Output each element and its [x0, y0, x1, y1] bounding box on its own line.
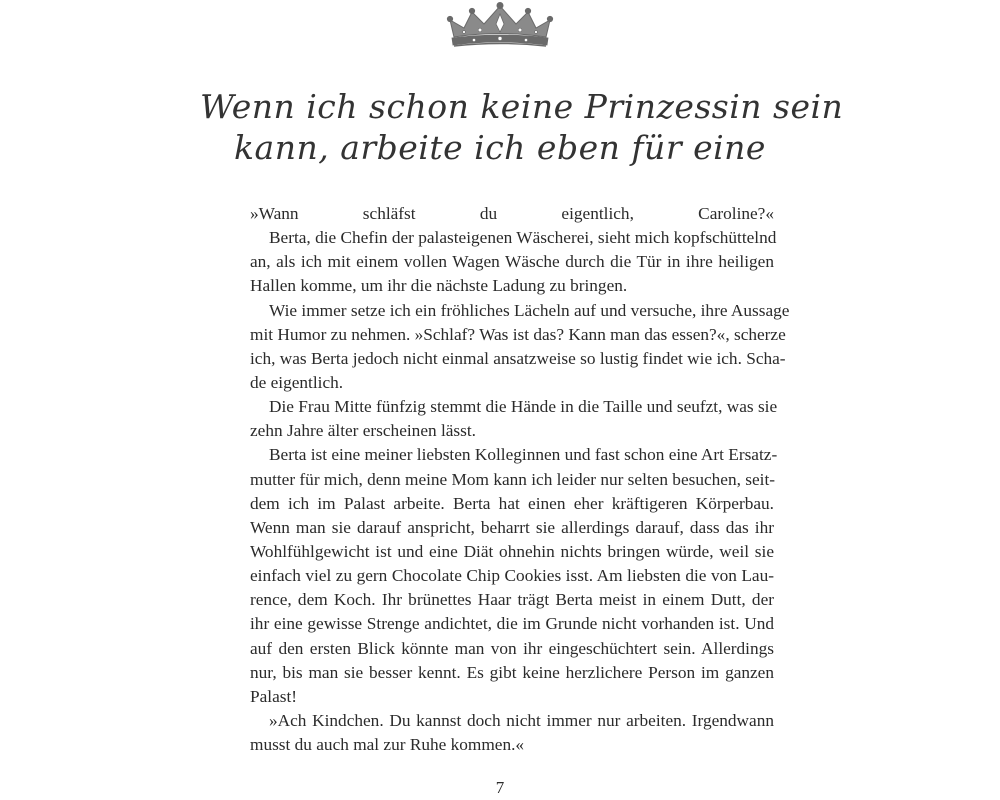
text-line: Hallen komme, um ihr die nächste Ladung zu bringen. [250, 276, 628, 296]
text-line: Die Frau Mitte fünfzig stemmt die Hände in die Taille und seufzt, was sie [269, 397, 778, 417]
text-line: nur, bis man sie besser kennt. Es gibt keine herzlichere Person im ganzen [250, 662, 774, 682]
chapter-title [200, 86, 844, 168]
crown-icon [444, 2, 556, 50]
text-line: ihr eine gewisse Strenge andichtet, die im Grunde nicht vorhanden ist. Und [250, 614, 774, 634]
text-line: an, als ich mit einem vollen Wagen Wäsche durch die Tür in ihre heiligen [250, 252, 774, 272]
chapter-body-text [250, 202, 790, 757]
text-line: Wohlfühlgewicht ist und eine Diät ohnehin nichts bringen würde, weil sie [250, 541, 774, 561]
text-line: »Wann schläfst du eigentlich, Caroline?« [250, 204, 774, 223]
text-line: musst du auch mal zur Ruhe kommen.« [250, 735, 525, 755]
chapter-title-line-1: Wenn ich schon keine Prinzessin sein [200, 87, 844, 126]
text-line: Wenn man sie darauf anspricht, beharrt sie allerdings darauf, dass das ihr [250, 517, 774, 537]
text-line: zehn Jahre älter erscheinen lässt. [250, 421, 476, 441]
text-line: mit Humor zu nehmen. »Schlaf? Was ist das? Kann man das essen?«, scherze [250, 324, 786, 344]
text-line: auf den ersten Blick könnte man von ihr eingeschüchtert sein. Allerdings [250, 638, 774, 658]
text-line: ich, was Berta jedoch nicht einmal ansatzweise so lustig findet wie ich. Scha- [250, 348, 786, 368]
chapter-title-line-2: kann, arbeite ich eben für eine [234, 128, 766, 167]
text-line: dem ich im Palast arbeite. Berta hat einen eher kräftigeren Körperbau. [250, 493, 774, 513]
text-line: Berta, die Chefin der palasteigenen Wäscherei, sieht mich kopfschüttelnd [269, 228, 777, 248]
text-line: Wie immer setze ich ein fröhliches Lächeln auf und versuche, ihre Aussage [269, 300, 790, 320]
text-line: de eigentlich. [250, 372, 344, 392]
text-line: Berta ist eine meiner liebsten Kolleginnen und fast schon eine Art Ersatz- [269, 445, 778, 465]
text-line: »Ach Kindchen. Du kannst doch nicht immer nur arbeiten. Irgendwann [269, 710, 774, 730]
text-line: rence, dem Koch. Ihr brünettes Haar trägt Berta meist in einem Dutt, der [250, 590, 774, 610]
text-line: Palast! [250, 686, 298, 706]
page-number: 7 [495, 778, 505, 797]
text-line: mutter für mich, denn meine Mom kann ich leider nur selten besuchen, seit- [250, 469, 776, 489]
text-line: einfach viel zu gern Chocolate Chip Cookies isst. Am liebsten die von Lau- [250, 566, 774, 586]
